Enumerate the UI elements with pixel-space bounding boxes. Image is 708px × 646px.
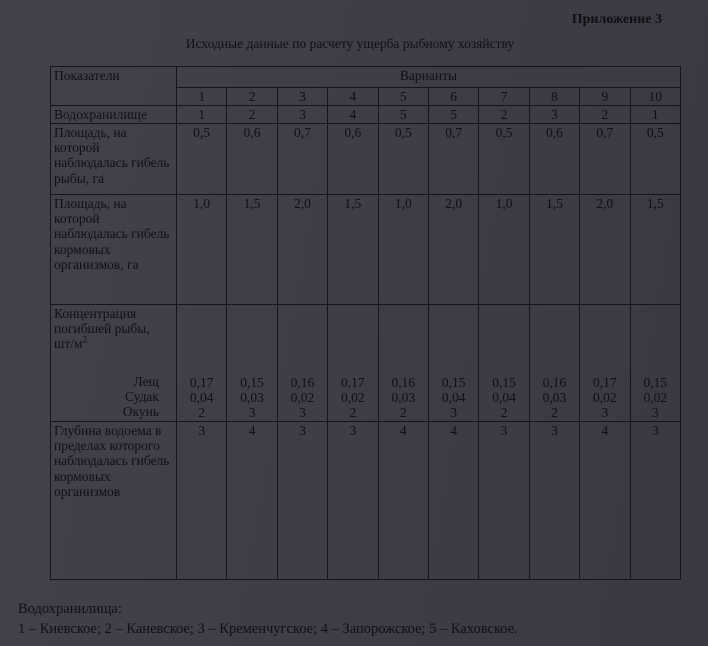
species-value: 3 [651, 405, 659, 421]
species-names [54, 374, 173, 419]
species-value: 0,03 [542, 390, 567, 405]
area-feed-cell: 1,5 [529, 195, 579, 305]
area-feed-cell: 1,0 [177, 195, 227, 305]
reservoir-cell: 4 [328, 106, 378, 124]
species-value: 0,02 [341, 390, 365, 405]
variant-number-cell: 6 [428, 88, 478, 106]
species-value: 0,16 [290, 374, 315, 390]
legend-text: 1 – Киевское; 2 – Каневское; 3 – Кременчугское; 4 – Запорожское; 5 – Каховское. [18, 621, 518, 637]
variant-number-cell: 5 [378, 88, 428, 106]
variant-number-cell: 7 [479, 88, 529, 106]
species-value: 0,02 [643, 390, 668, 405]
species-value: 3 [248, 405, 256, 421]
species-value: 2 [198, 405, 206, 421]
variant-number-cell: 10 [630, 88, 681, 106]
species-value: 3 [601, 405, 609, 421]
concentration-cell [177, 305, 227, 422]
species-value: 2 [551, 405, 558, 421]
species-value: 0,04 [492, 390, 516, 405]
reservoir-cell: 2 [479, 106, 529, 124]
area-fish-cell: 0,6 [227, 124, 277, 195]
variant-number-cell: 3 [277, 88, 327, 106]
table-body [51, 67, 681, 580]
reservoir-cell: 2 [580, 106, 630, 124]
depth-row [51, 422, 681, 580]
area-feed-cell: 2,0 [277, 195, 327, 305]
area-fish-row [51, 124, 681, 195]
area-fish-cell: 0,6 [328, 124, 378, 195]
species-value: 0,03 [240, 390, 264, 405]
species-value: 0,15 [643, 374, 668, 390]
input-data-table [50, 66, 681, 580]
reservoir-cell: 3 [277, 106, 327, 124]
appendix-label: Приложение 3 [571, 12, 662, 27]
species-name: Лещ [133, 373, 159, 389]
species-value: 0,15 [492, 374, 516, 390]
reservoir-row [51, 106, 681, 124]
concentration-cell [328, 305, 378, 422]
species-value: 2 [500, 405, 508, 421]
species-value: 0,17 [341, 374, 365, 390]
area-feed-cell: 2,0 [580, 195, 630, 305]
concentration-cell [630, 305, 681, 422]
species-value: 0,16 [542, 374, 567, 390]
species-value: 0,15 [441, 374, 466, 390]
header-indicators: Показатели [51, 67, 177, 106]
concentration-cell [378, 305, 428, 422]
depth-cell: 4 [378, 422, 428, 580]
area-feed-cell: 2,0 [428, 195, 478, 305]
species-value: 0,04 [441, 390, 466, 405]
species-value: 0,02 [593, 390, 617, 405]
species-name: Окунь [122, 403, 159, 419]
variant-number-cell: 4 [328, 88, 378, 106]
concentration-row [51, 305, 681, 422]
reservoir-cell: 5 [378, 106, 428, 124]
concentration-cell [277, 305, 327, 422]
area-feed-cell: 1,5 [630, 195, 681, 305]
species-value: 0,02 [290, 390, 315, 405]
species-value: 3 [450, 405, 458, 421]
concentration-label: Концентрация погибшей рыбы, шт/м [54, 306, 150, 352]
variant-number-cell: 8 [529, 88, 579, 106]
variant-number-cell: 9 [580, 88, 630, 106]
reservoir-cell: 2 [227, 106, 277, 124]
concentration-cell [428, 305, 478, 422]
area-feed-row [51, 195, 681, 305]
reservoir-legend [18, 599, 518, 639]
depth-cell: 3 [479, 422, 529, 580]
species-value: 0,15 [240, 374, 264, 390]
concentration-cell [479, 305, 529, 422]
depth-cell: 4 [580, 422, 630, 580]
area-feed-cell: 1,5 [328, 195, 378, 305]
area-fish-cell: 0,5 [479, 124, 529, 195]
depth-cell: 3 [328, 422, 378, 580]
area-fish-cell: 0,5 [378, 124, 428, 195]
area-feed-label: Площадь, на которой наблюдалась гибель кормовых организмов, га [51, 195, 177, 305]
depth-cell: 3 [529, 422, 579, 580]
area-fish-cell: 0,7 [428, 124, 478, 195]
species-value: 2 [349, 405, 357, 421]
document-title: Исходные данные по расчету ущерба рыбному хозяйству [185, 36, 515, 51]
depth-label: Глубина водоема в пределах которого наблюдалась гибель кормовых организмов [51, 422, 177, 580]
concentration-unit-exponent: 2 [82, 334, 88, 345]
area-fish-cell: 0,5 [177, 124, 227, 195]
species-name: Судак [125, 388, 159, 404]
reservoir-label: Водохранилище [51, 106, 177, 124]
header-variants: Варианты [177, 67, 681, 88]
concentration-cell [529, 305, 579, 422]
reservoir-cell: 1 [630, 106, 681, 124]
concentration-cell [580, 305, 630, 422]
reservoir-cell: 1 [177, 106, 227, 124]
species-value: 0,03 [391, 390, 416, 405]
species-value: 0,17 [593, 374, 617, 390]
species-value: 0,04 [189, 390, 214, 405]
depth-cell: 3 [177, 422, 227, 580]
area-feed-cell: 1,0 [378, 195, 428, 305]
variant-number-cell: 1 [177, 88, 227, 106]
species-value: 2 [399, 405, 407, 421]
concentration-label-cell [51, 305, 177, 422]
depth-cell: 4 [428, 422, 478, 580]
depth-cell: 3 [277, 422, 327, 580]
area-fish-cell: 0,7 [580, 124, 630, 195]
variant-number-cell: 2 [227, 88, 277, 106]
legend-heading: Водохранилища: [18, 601, 122, 617]
species-value: 3 [299, 405, 306, 421]
area-feed-cell: 1,5 [227, 195, 277, 305]
reservoir-cell: 3 [529, 106, 579, 124]
area-fish-label: Площадь, на которой наблюдалась гибель рыбы, га [51, 124, 177, 195]
species-value: 0,16 [391, 374, 416, 390]
depth-cell: 4 [227, 422, 277, 580]
area-fish-cell: 0,5 [630, 124, 681, 195]
area-feed-cell: 1,0 [479, 195, 529, 305]
area-fish-cell: 0,7 [277, 124, 327, 195]
area-fish-cell: 0,6 [529, 124, 579, 195]
species-value: 0,17 [189, 374, 214, 390]
depth-cell: 3 [630, 422, 681, 580]
reservoir-cell: 5 [428, 106, 478, 124]
concentration-cell [227, 305, 277, 422]
